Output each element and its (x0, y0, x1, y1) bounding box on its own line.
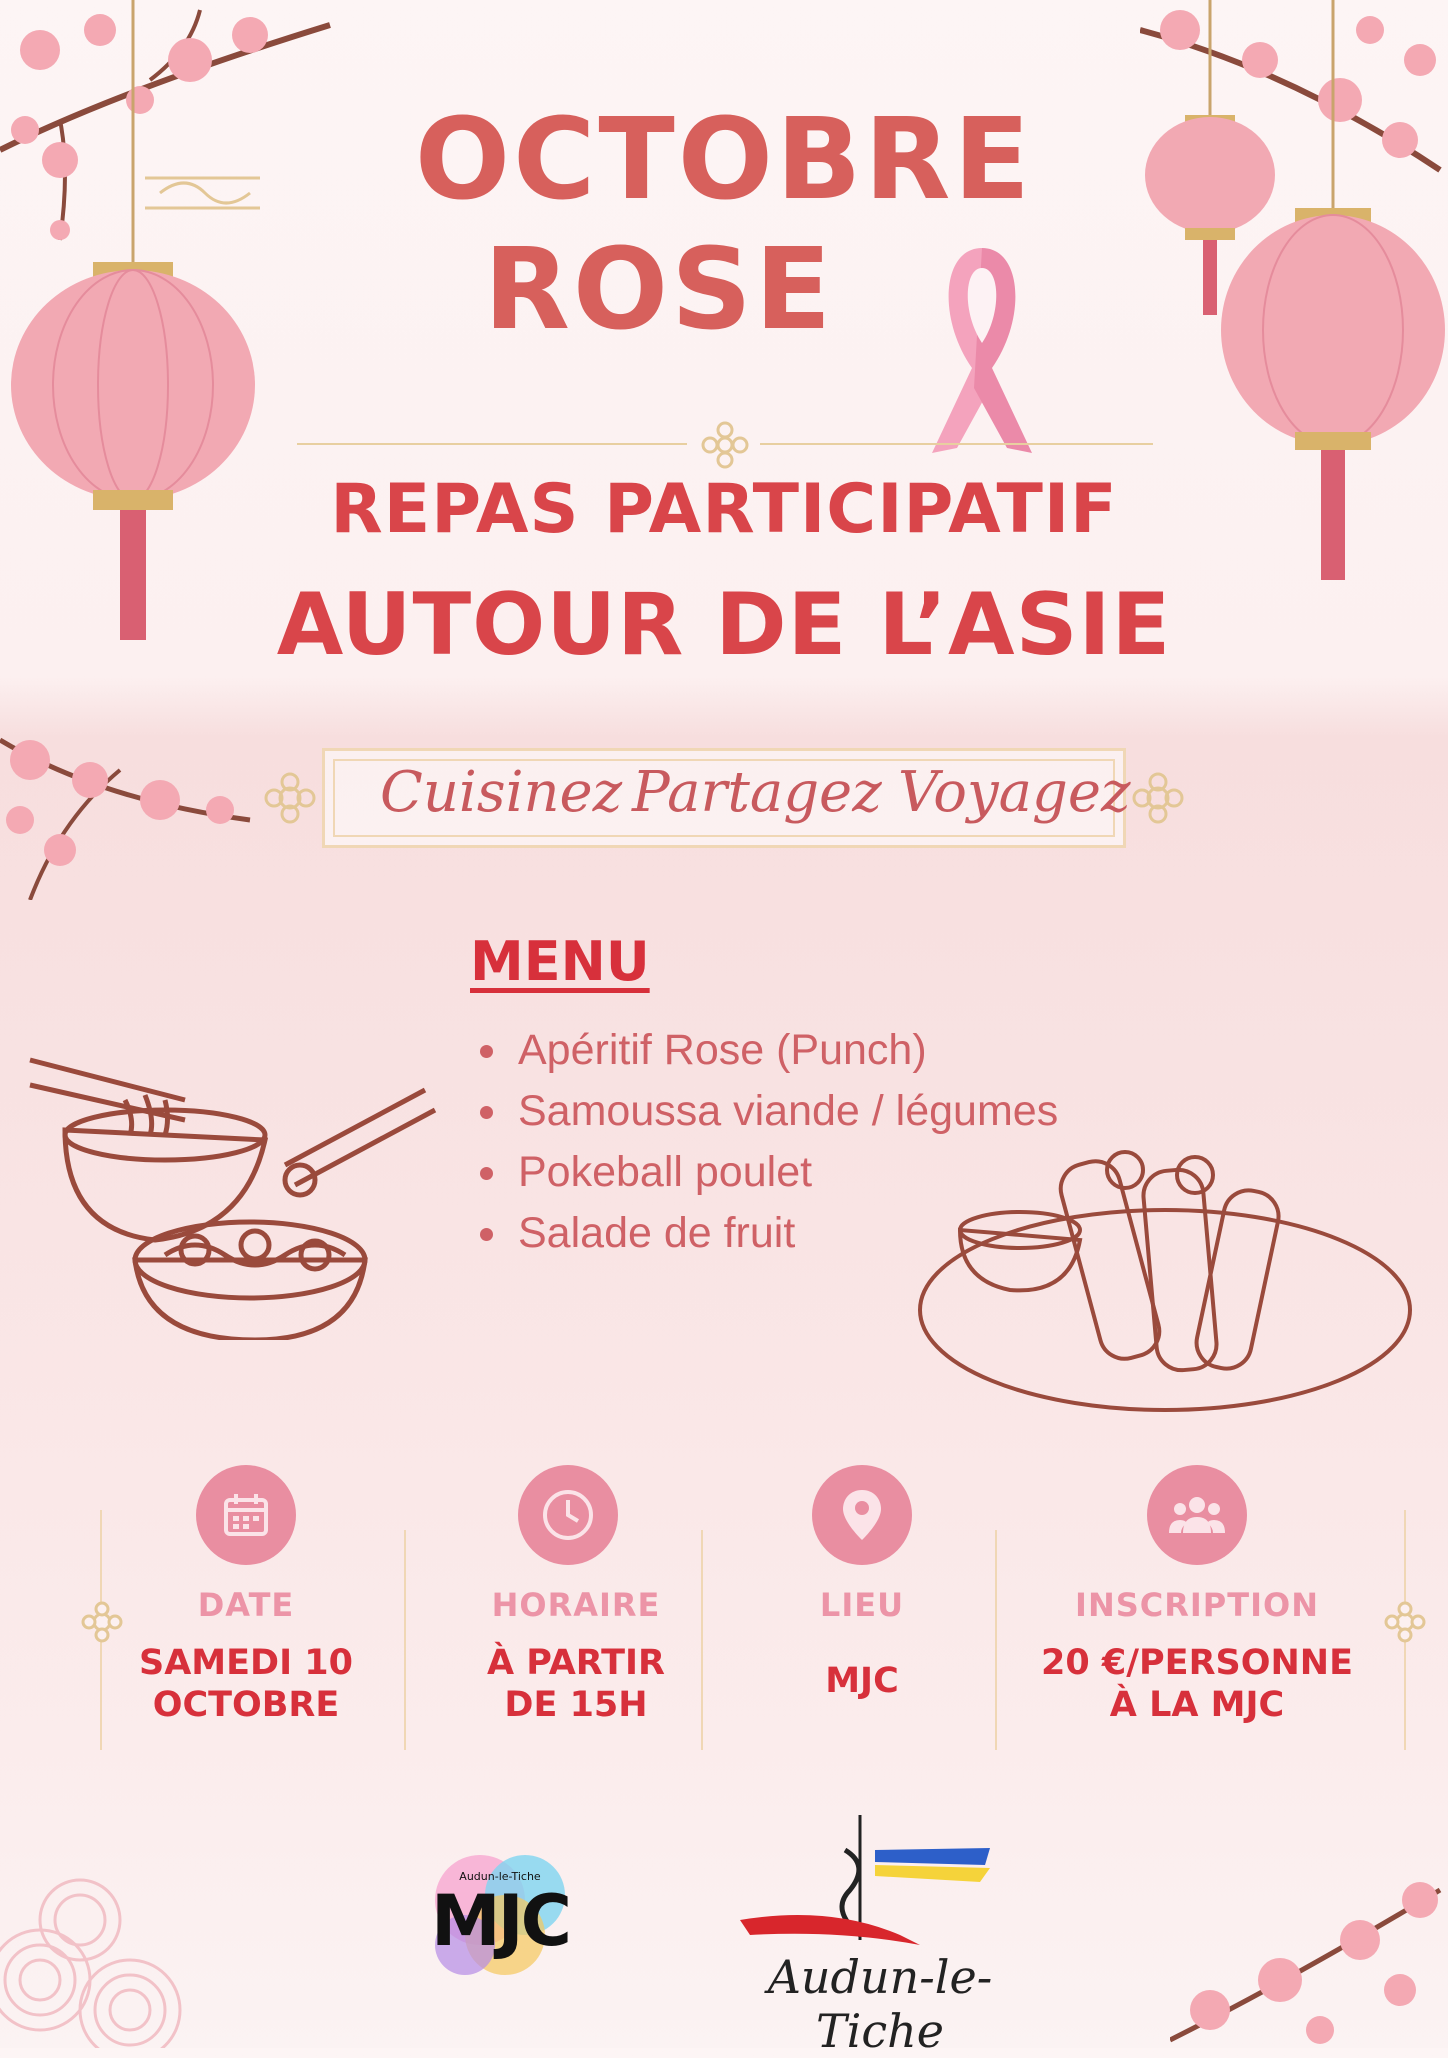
tagline-voyagez: Voyagez (898, 760, 1131, 825)
menu-item: Apéritif Rose (Punch) (480, 1020, 1058, 1081)
info-horaire-label: HORAIRE (491, 1586, 661, 1624)
banner-ornament-right-icon (1128, 770, 1188, 826)
cherry-blossom-bottom-right (1170, 1830, 1448, 2048)
divider-left (297, 443, 687, 445)
info-lieu-value (740, 1660, 984, 1702)
info-horaire-line-2: DE 15H (504, 1685, 648, 1725)
menu-item: Pokeball poulet (480, 1142, 1058, 1203)
info-inscription-line-1: 20 €/PERSONNE (1041, 1643, 1353, 1683)
info-ornament-left-icon (80, 1600, 124, 1644)
info-date-line-2: OCTOBRE (152, 1685, 340, 1725)
cherry-blossom-left (0, 700, 260, 900)
info-lieu-line-1: MJC (825, 1661, 899, 1701)
menu-item: Salade de fruit (480, 1203, 1058, 1264)
location-pin-icon (812, 1465, 912, 1565)
noodle-bowls-illustration (25, 1040, 445, 1340)
menu-item: Samoussa viande / légumes (480, 1081, 1058, 1142)
mjc-logo-town: Audun-le-Tiche (459, 1870, 541, 1883)
divider-right (760, 443, 1153, 445)
info-date-value (110, 1642, 382, 1726)
page-title (200, 95, 1248, 355)
audun-le-tiche-logo (710, 1810, 1050, 2058)
info-horaire-value (430, 1642, 722, 1726)
info-lieu-label: LIEU (819, 1586, 905, 1624)
audun-logo-text: Audun-le-Tiche (767, 1950, 993, 2058)
calendar-icon (196, 1465, 296, 1565)
tagline-partagez: Partagez (632, 760, 882, 825)
banner-ornament-left-icon (260, 770, 320, 826)
info-inscription-label: INSCRIPTION (1075, 1586, 1319, 1624)
group-icon (1147, 1465, 1247, 1565)
mjc-logo (420, 1840, 580, 1990)
tagline-cuisinez: Cuisinez (380, 760, 623, 825)
mjc-logo-text: MJC (430, 1880, 570, 1962)
subtitle-line-2: AUTOUR DE L’ASIE (276, 575, 1172, 675)
spring-rolls-illustration (910, 1130, 1420, 1420)
info-date-line-1: SAMEDI 10 (139, 1643, 353, 1683)
wave-pattern-bottom-left (0, 1860, 230, 2048)
title-line-1: OCTOBRE (414, 95, 1034, 225)
pink-ribbon-icon (912, 228, 1052, 458)
info-separator (404, 1530, 406, 1750)
info-inscription-line-2: À LA MJC (1109, 1685, 1285, 1725)
info-ornament-right-icon (1383, 1600, 1427, 1644)
info-horaire-line-1: À PARTIR (486, 1643, 666, 1683)
subtitle-line-1: REPAS PARTICIPATIF (330, 470, 1118, 549)
title-line-2: ROSE (483, 225, 835, 355)
menu-title: MENU (470, 930, 650, 993)
info-date-label: DATE (197, 1586, 295, 1624)
info-separator (995, 1530, 997, 1750)
info-inscription-value (1020, 1642, 1374, 1726)
divider-ornament-icon (700, 420, 750, 470)
clock-icon (518, 1465, 618, 1565)
